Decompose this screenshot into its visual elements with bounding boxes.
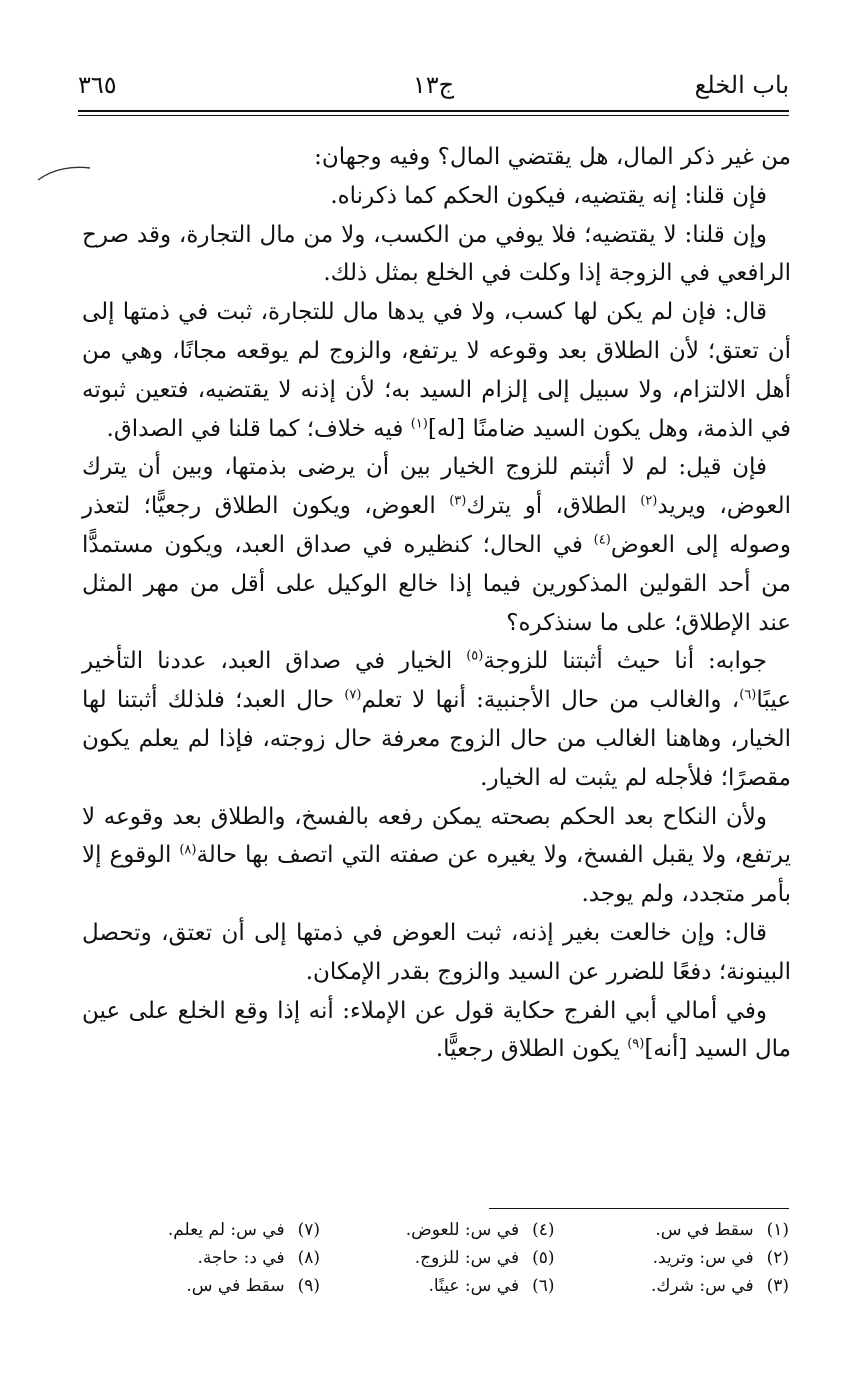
paragraph bbox=[82, 914, 791, 992]
footnote-ref: (٣) bbox=[449, 493, 467, 509]
chapter-title: باب الخلع bbox=[694, 71, 789, 99]
text-segment: في الحال؛ كنظيره في صداق العبد، ويكون مستمدًّا من أحد القولين المذكورين فيما إذا خالع الوكيل على أقل من مهر المثل عند الإطلاق؛ على ما سنذكره؟ bbox=[82, 531, 791, 636]
footnote-ref: (١) bbox=[410, 415, 428, 431]
paragraph bbox=[82, 177, 791, 216]
footnote-ref: (٧) bbox=[344, 687, 362, 703]
text-segment: ، والغالب من حال الأجنبية: أنها لا تعلم bbox=[361, 687, 740, 714]
footnote-text: في س: وتريد. bbox=[652, 1248, 754, 1268]
paragraph bbox=[82, 992, 791, 1070]
footnote-text: في س: عينًا. bbox=[428, 1276, 520, 1296]
footnote-ref: (٥) bbox=[466, 648, 484, 664]
footnotes bbox=[120, 1216, 789, 1300]
footnote-item bbox=[355, 1272, 555, 1300]
footnote-text: سقط في س. bbox=[186, 1276, 285, 1296]
footnote-text: في س: شرك. bbox=[650, 1276, 754, 1296]
text-segment: حال العبد؛ فلذلك أثبتنا لها الخيار، وهاهنا الغالب من حال الزوج معرفة حال زوجته، فإذا لم يعلم يكون مقصرًا؛ فلأجله لم يثبت له الخيار. bbox=[82, 687, 791, 791]
footnote-item bbox=[120, 1244, 320, 1272]
text-segment: وفي أمالي أبي الفرج حكاية قول عن الإملاء: أنه إذا وقع الخلع على عين مال السيد [أنه] bbox=[82, 997, 791, 1063]
footnote-ref: (٦) bbox=[739, 687, 757, 703]
footnote-item bbox=[589, 1216, 789, 1244]
footnote-column bbox=[120, 1216, 320, 1300]
text-segment: يكون الطلاق رجعيًّا. bbox=[435, 1036, 628, 1063]
footnote-number: (٨) bbox=[297, 1248, 320, 1268]
footnote-number: (٢) bbox=[766, 1248, 789, 1268]
text-segment: فإن قيل: لم لا أثبتم للزوج الخيار بين أن يرضى بذمتها، وبين أن يترك العوض، ويريد bbox=[82, 454, 791, 520]
text-segment: جوابه: أنا حيث أثبتنا للزوجة bbox=[483, 648, 767, 675]
text-segment: من غير ذكر المال، هل يقتضي المال؟ وفيه وجهان: bbox=[314, 144, 791, 170]
footnote-column bbox=[355, 1216, 555, 1300]
footnote-ref: (٩) bbox=[627, 1036, 645, 1052]
paragraph bbox=[82, 293, 791, 448]
footnote-item bbox=[120, 1272, 320, 1300]
page-number: ٣٦٥ bbox=[78, 71, 117, 99]
footnote-number: (٦) bbox=[532, 1276, 555, 1296]
text-segment: فيه خلاف؛ كما قلنا في الصداق. bbox=[106, 415, 411, 442]
page-header bbox=[78, 68, 789, 102]
footnote-text: في س: لم يعلم. bbox=[167, 1220, 285, 1240]
footnote-item bbox=[355, 1244, 555, 1272]
volume-label: ج١٣ bbox=[412, 71, 455, 99]
footnote-text: في س: للزوج. bbox=[414, 1248, 520, 1268]
footnote-item bbox=[120, 1216, 320, 1244]
paragraph bbox=[82, 138, 791, 177]
footnote-number: (١) bbox=[766, 1220, 789, 1240]
header-rule bbox=[78, 110, 789, 116]
main-text bbox=[82, 138, 791, 1069]
text-segment: وإن قلنا: لا يقتضيه؛ فلا يوفي من الكسب، ولا من مال التجارة، وقد صرح الرافعي في الزوجة إذا وكلت في الخلع بمثل ذلك. bbox=[82, 221, 791, 287]
paragraph bbox=[82, 798, 791, 914]
text-segment: قال: فإن لم يكن لها كسب، ولا في يدها مال للتجارة، ثبت في ذمتها إلى أن تعتق؛ لأن الطلاق بعد وقوعه لا يرتفع، والزوج لم يوقعه مجانًا، وهي من أهل الالتزام، ولا سبيل إلى إلزام السيد به؛ لأن إذنه لا يقتضيه، فتعين ثبوته في الذمة، وهل يكون السيد ضامنًا [له] bbox=[82, 299, 791, 442]
text-segment: الخيار في صداق العبد، عددنا التأخير عيبًا bbox=[82, 648, 791, 714]
text-segment: الطلاق، أو يترك bbox=[466, 493, 641, 520]
footnote-number: (٤) bbox=[532, 1220, 555, 1240]
footnote-number: (٩) bbox=[297, 1276, 320, 1296]
footnote-number: (٧) bbox=[297, 1220, 320, 1240]
footnote-item bbox=[355, 1216, 555, 1244]
text-segment: فإن قلنا: إنه يقتضيه، فيكون الحكم كما ذكرناه. bbox=[330, 182, 767, 209]
footnote-text: سقط في س. bbox=[655, 1220, 754, 1240]
footnote-item bbox=[589, 1244, 789, 1272]
footnote-text: في د: حاجة. bbox=[197, 1248, 285, 1268]
text-segment: العوض، ويكون الطلاق رجعيًّا؛ لتعذر وصوله إلى العوض bbox=[82, 493, 792, 558]
footnote-ref: (٨) bbox=[179, 842, 197, 858]
footnote-ref: (٤) bbox=[593, 532, 611, 548]
paragraph bbox=[82, 448, 791, 642]
footnote-text: في س: للعوض. bbox=[405, 1220, 520, 1240]
text-segment: الوقوع إلا بأمر متجدد، ولم يوجد. bbox=[82, 842, 791, 908]
footnote-column bbox=[589, 1216, 789, 1300]
text-segment: قال: وإن خالعت بغير إذنه، ثبت العوض في ذمتها إلى أن تعتق، وتحصل البينونة؛ دفعًا للضرر عن السيد والزوج بقدر الإمكان. bbox=[82, 919, 791, 985]
footnote-number: (٥) bbox=[532, 1248, 555, 1268]
text-segment: ولأن النكاح بعد الحكم بصحته يمكن رفعه بالفسخ، والطلاق بعد وقوعه لا يرتفع، ولا يقبل الفسخ، ولا يغيره عن صفته التي اتصف بها حالة bbox=[82, 803, 792, 869]
footnote-item bbox=[589, 1272, 789, 1300]
paragraph bbox=[82, 216, 791, 294]
paragraph bbox=[82, 642, 791, 797]
footnote-rule bbox=[489, 1208, 789, 1209]
footnote-number: (٣) bbox=[766, 1276, 789, 1296]
footnote-ref: (٢) bbox=[640, 493, 658, 509]
